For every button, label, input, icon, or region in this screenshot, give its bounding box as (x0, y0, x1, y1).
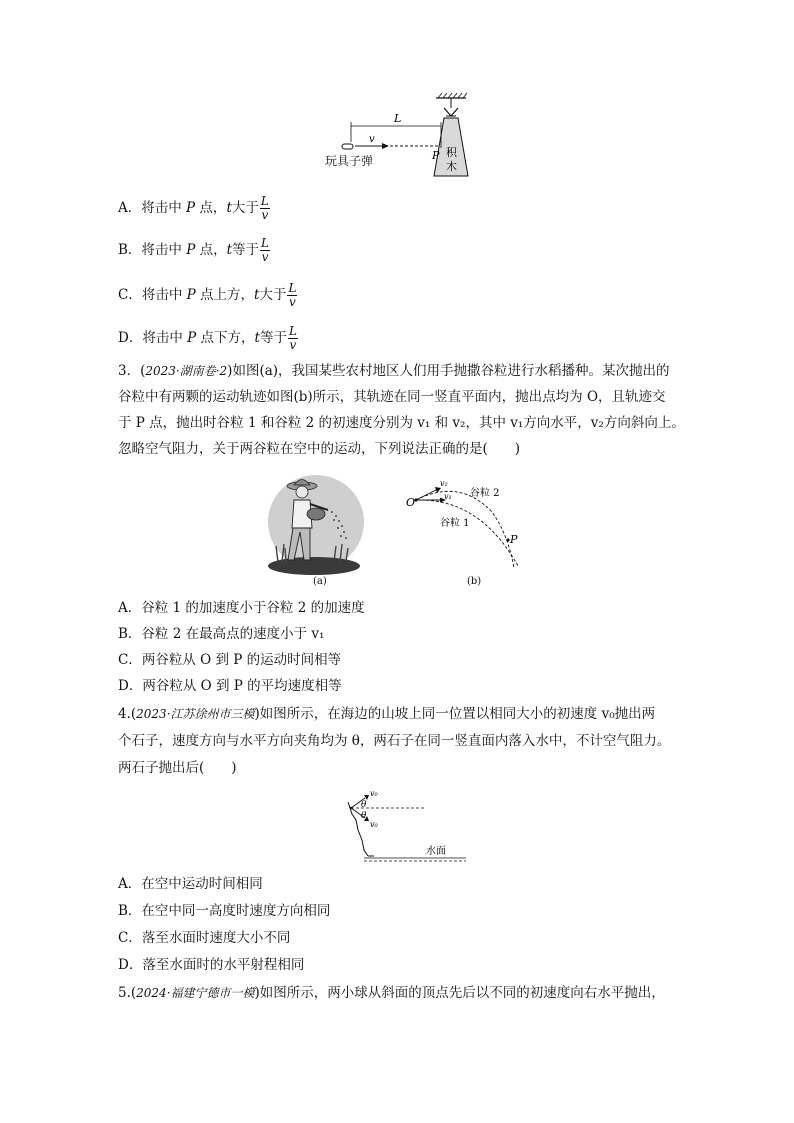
figure-farmer-sowing (264, 470, 374, 580)
fig-q4-water-label: 水面 (426, 846, 446, 857)
fig1-label-L: L (394, 112, 402, 125)
q3-option-d[interactable]: D．两谷粒从 O 到 P 的平均速度相等 (118, 678, 342, 694)
q3-stem-line-1 (118, 361, 670, 381)
q2-option-b-var2: t (226, 242, 233, 258)
q2-option-c-fraction (287, 282, 297, 309)
q2-option-d-var1: P (187, 330, 197, 346)
q2-option-a-var2: t (226, 200, 232, 216)
fig-q4-theta-bottom: θ (361, 811, 367, 821)
q2-option-a-mid: 点， (195, 200, 227, 216)
q2-option-a-var1: P (186, 200, 196, 216)
q2-option-b[interactable] (118, 237, 270, 264)
q4-stem-line-1 (118, 704, 655, 724)
q4-option-a[interactable]: A．在空中运动时间相同 (118, 876, 263, 892)
q2-option-d-den: v (289, 338, 297, 352)
q5-source: 2024·福建宁德市一模 (136, 986, 255, 1000)
q4-line1-text: )如图所示，在海边的山坡上同一位置以相同大小的初速度 v₀抛出两 (254, 706, 656, 722)
fig-b-caption: (b) (467, 576, 482, 587)
q2-option-c-den: v (289, 295, 296, 309)
q4-number: 4.( (118, 706, 137, 722)
q2-option-c-prefix: C．将击中 (118, 287, 187, 303)
q3-stem-line-3: 于 P 点，抛出时谷粒 1 和谷粒 2 的初速度分别为 v₁ 和 v₂，其中 v₁方向水平，v₂方向斜向上。 (118, 415, 685, 431)
fig1-bullet-caption: 玩具子弹 (325, 154, 374, 168)
q3-stem-line-2: 谷粒中有两颗的运动轨迹如图(b)所示，其轨迹在同一竖直平面内，抛出点均为 O，且轨迹交 (118, 389, 666, 405)
q3-option-a[interactable]: A．谷粒 1 的加速度小于谷粒 2 的加速度 (118, 600, 365, 616)
fig-q4-v0-bottom: v₀ (370, 820, 378, 829)
q2-option-a-den: v (261, 208, 269, 222)
q2-option-d-var2: t (254, 330, 260, 346)
q2-option-c-mid: 点上方， (195, 287, 255, 303)
q2-option-a[interactable] (118, 195, 270, 222)
q2-option-c-num: L (288, 281, 297, 295)
fig-b-label-O: O (406, 496, 416, 509)
q2-option-a-prefix: A．将击中 (118, 200, 187, 216)
q2-option-b-var1: P (186, 242, 196, 258)
q2-option-d-rel: 等于 (259, 330, 287, 346)
fig-b-label-grain2: 谷粒 2 (470, 488, 500, 499)
q4-stem-line-2: 个石子，速度方向与水平方向夹角均为 θ，两石子在同一竖直面内落入水中，不计空气阻力。 (118, 733, 671, 749)
q3-line1-text: )如图(a)，我国某些农村地区人们用手抛撒谷粒进行水稻播种。某次抛出的 (227, 363, 670, 379)
fig1-label-v: v (369, 134, 375, 145)
q4-source: 2023·江苏徐州市三模 (136, 707, 255, 721)
q2-option-b-prefix: B．将击中 (118, 242, 187, 258)
q2-option-a-rel: 大于 (231, 200, 259, 216)
fig-b-label-grain1: 谷粒 1 (440, 518, 470, 529)
q3-option-b[interactable]: B．谷粒 2 在最高点的速度小于 v₁ (118, 626, 325, 642)
q2-option-c-var1: P (186, 287, 196, 303)
q2-option-b-den: v (261, 250, 269, 264)
q2-option-a-num: L (260, 194, 269, 208)
q3-number: 3．( (118, 363, 146, 379)
fig-q4-theta-top: θ (361, 800, 367, 810)
q2-option-c-rel: 大于 (259, 287, 287, 303)
q3-source: 2023·湖南卷·2 (145, 364, 228, 378)
q2-option-d-fraction (288, 325, 298, 352)
q2-option-a-fraction (260, 195, 270, 222)
fig1-block-label-2: 木 (446, 160, 457, 173)
fig1-label-P: P (432, 149, 440, 162)
figure-grain-trajectories (400, 472, 530, 574)
q5-line1-text: )如图所示，两小球从斜面的顶点先后以不同的初速度向右水平抛出， (254, 985, 665, 1001)
q2-option-d-num: L (288, 324, 297, 338)
fig1-block-label-1: 积 (446, 146, 457, 159)
q2-option-b-num: L (261, 236, 270, 250)
q2-option-d[interactable] (118, 325, 298, 352)
fig-b-label-v1: v₁ (444, 492, 452, 501)
q5-stem-line-1 (118, 983, 665, 1003)
q2-option-b-fraction (260, 237, 270, 264)
q2-option-c-var2: t (254, 287, 260, 303)
q2-option-d-mid: 点下方， (196, 330, 255, 346)
figure-cliff-stones (334, 784, 474, 868)
q2-option-b-mid: 点， (195, 242, 227, 258)
fig-b-label-P: P (510, 533, 518, 546)
q3-stem-line-4: 忽略空气阻力，关于两谷粒在空中的运动，下列说法正确的是( ) (118, 441, 521, 457)
fig-q4-v0-top: v₀ (370, 789, 378, 798)
q4-option-d[interactable]: D．落至水面时的水平射程相同 (118, 957, 305, 973)
fig-a-caption: (a) (313, 576, 327, 587)
q5-number: 5.( (118, 985, 137, 1001)
q4-option-b[interactable]: B．在空中同一高度时速度方向相同 (118, 903, 331, 919)
q2-option-d-prefix: D．将击中 (118, 330, 188, 346)
q4-option-c[interactable]: C．落至水面时速度大小不同 (118, 930, 291, 946)
q2-option-c[interactable] (118, 282, 297, 309)
q2-option-b-rel: 等于 (232, 242, 260, 258)
q4-stem-line-3: 两石子抛出后( ) (118, 760, 237, 776)
q3-option-c[interactable]: C．两谷粒从 O 到 P 的运动时间相等 (118, 652, 342, 668)
fig-b-label-v2: v₂ (440, 479, 448, 488)
